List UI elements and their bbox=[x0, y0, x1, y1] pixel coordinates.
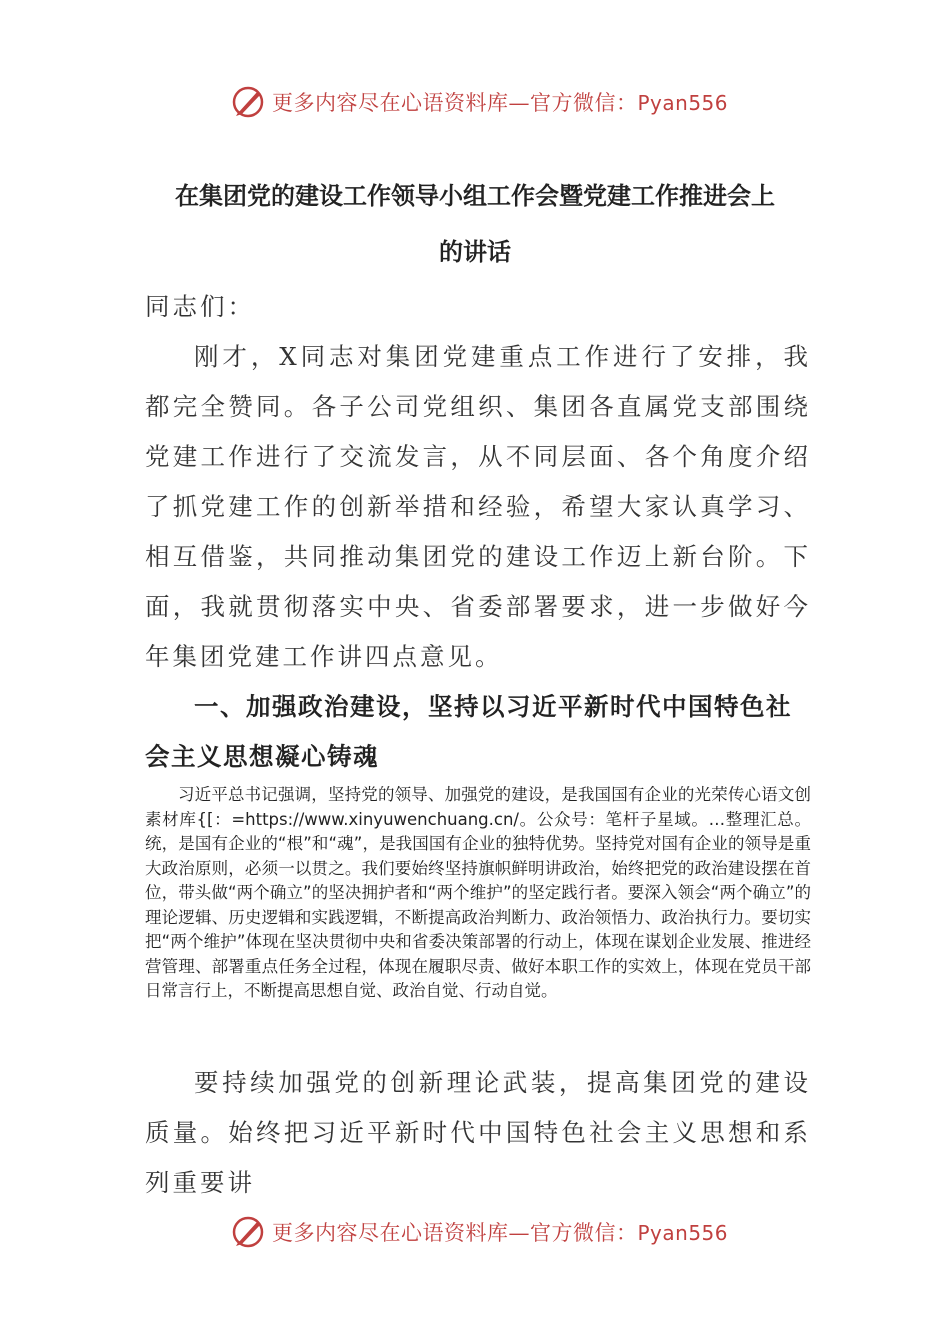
watermark-text: 更多内容尽在心语资料库—官方微信：Pyan556 bbox=[272, 91, 729, 115]
intro-paragraph: 刚才，X同志对集团党建重点工作进行了安排，我都完全赞同。各子公司党组织、集团各直属党支部围绕党建工作进行了交流发言，从不同层面、各个角度介绍了抓党建工作的创新举措和经验，希望大家认真学习、相互借鉴，共同推动集团党的建设工作迈上新台阶。下面，我就贯彻落实中央、省委部署要求，进一步做好今年集团党建工作讲四点意见。 bbox=[145, 342, 811, 671]
watermark-banner-bottom bbox=[230, 1212, 728, 1252]
pen-logo-icon bbox=[230, 1214, 266, 1250]
paragraph-2: 要持续加强党的创新理论武装，提高集团党的建设质量。始终把习近平新时代中国特色社会主义思想和系列重要讲 bbox=[145, 1068, 811, 1197]
document-title bbox=[145, 168, 805, 280]
watermark-text: 更多内容尽在心语资料库—官方微信：Pyan556 bbox=[272, 1221, 729, 1245]
pen-logo-icon bbox=[230, 84, 266, 120]
watermark-banner-top bbox=[230, 82, 728, 122]
salutation: 同志们： bbox=[145, 292, 255, 321]
section-1-body: 习近平总书记强调，坚持党的领导、加强党的建设，是我国国有企业的光荣传心语文创素材库{[：=https://www.xinyuwenchuang.cn/。公众号：笔杆子星域。…整理汇总。统，是国有企业的“根”和“魂”，是我国国有企业的独特优势。坚持党对国有企业的领导是重大政治原则，必须一以贯之。我们要始终坚持旗帜鲜明讲政治，始终把党的政治建设摆在首位，带头做“两个确立”的坚决拥护者和“两个维护”的坚定践行者。要深入领会“两个确立”的理论逻辑、历史逻辑和实践逻辑，不断提高政治判断力、政治领悟力、政治执行力。要切实把“两个维护”体现在坚决贯彻中央和省委决策部署的行动上，体现在谋划企业发展、推进经营管理、部署重点任务全过程，体现在履职尽责、做好本职工作的实效上，体现在党员干部日常言行上，不断提高思想自觉、政治自觉、行动自觉。 bbox=[145, 785, 811, 1000]
title-line-2: 的讲话 bbox=[439, 238, 511, 266]
section-1-heading: 一、加强政治建设，坚持以习近平新时代中国特色社会主义思想凝心铸魂 bbox=[145, 692, 792, 771]
title-line-1: 在集团党的建设工作领导小组工作会暨党建工作推进会上 bbox=[175, 182, 775, 210]
